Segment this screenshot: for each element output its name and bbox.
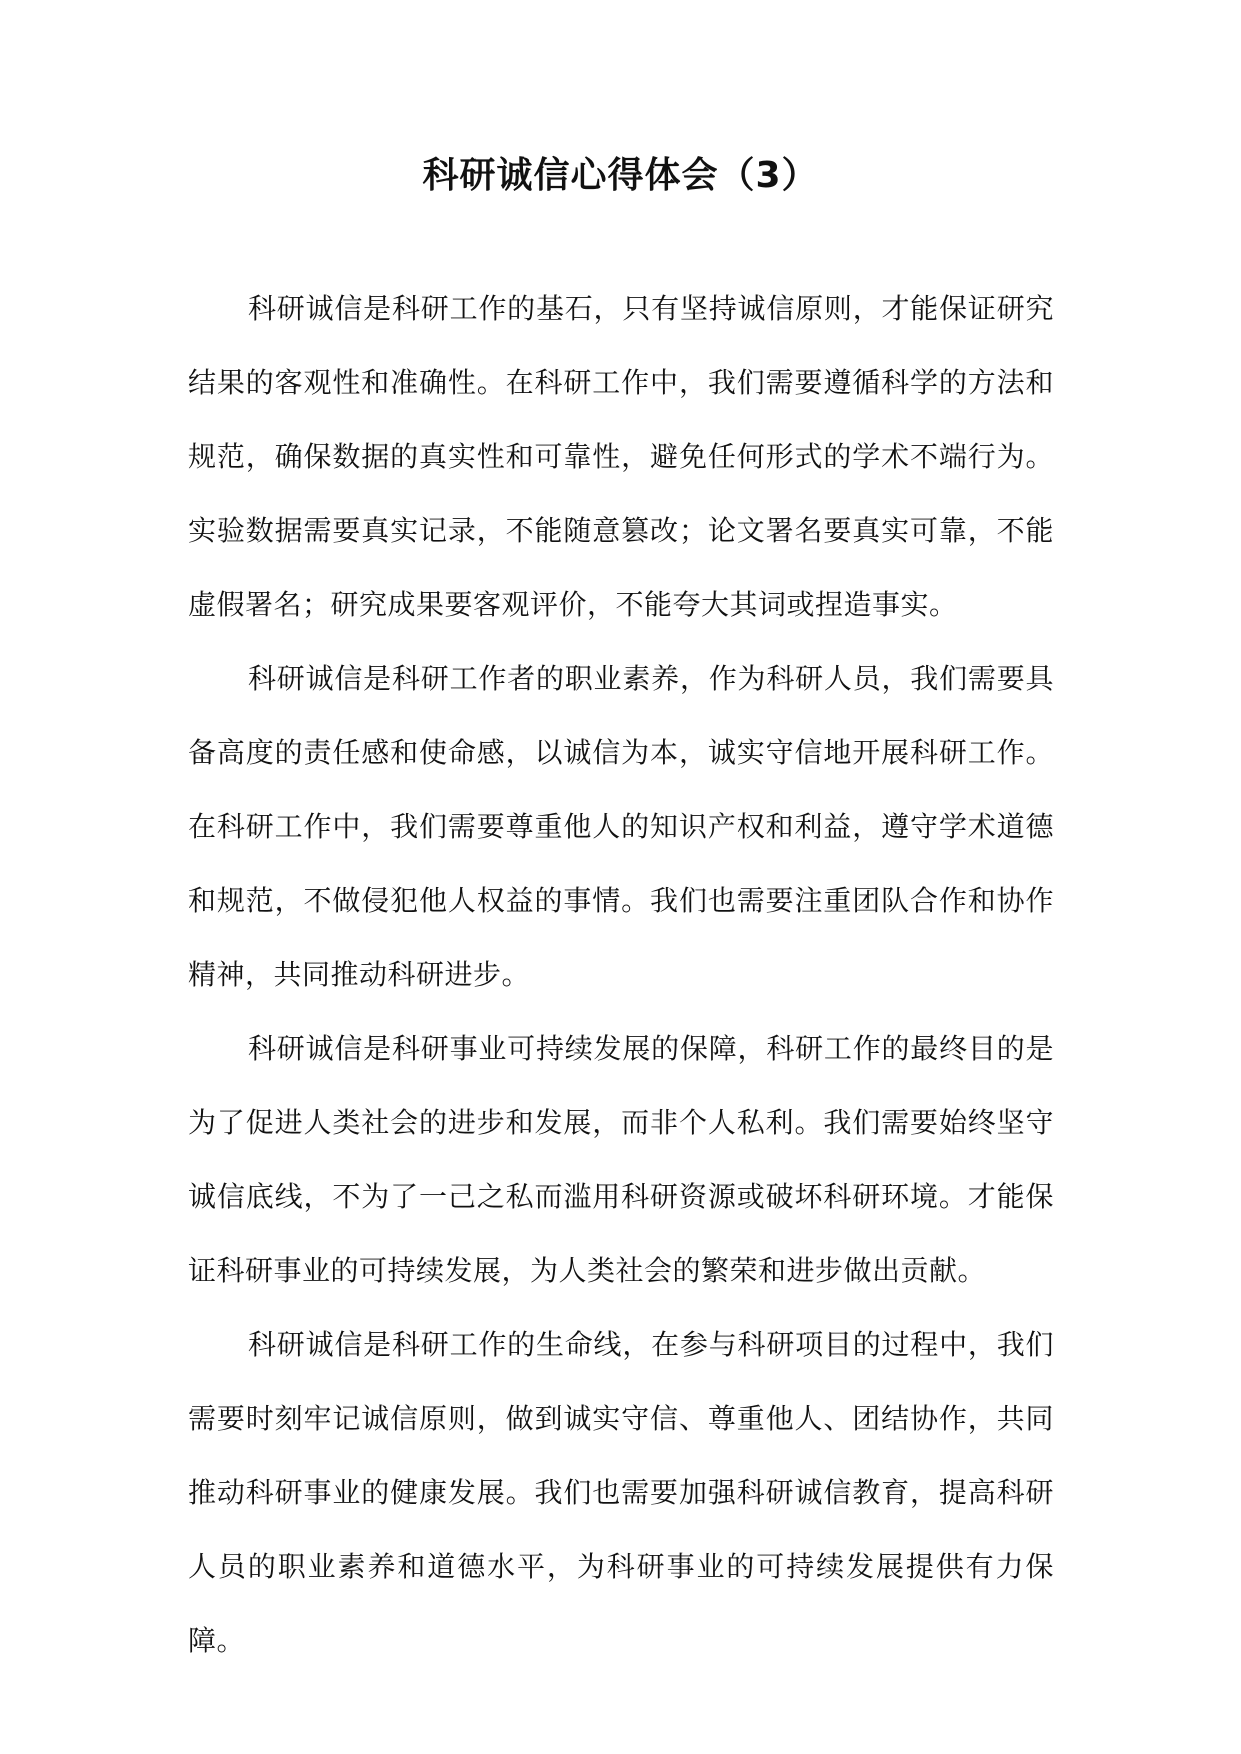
document-title: 科研诚信心得体会（3） bbox=[422, 155, 819, 196]
document-body bbox=[188, 272, 1054, 1678]
paragraph-2: 科研诚信是科研工作者的职业素养，作为科研人员，我们需要具备高度的责任感和使命感，以诚信为本，诚实守信地开展科研工作。在科研工作中，我们需要尊重他人的知识产权和利益，遵守学术道德和规范，不做侵犯他人权益的事情。我们也需要注重团队合作和协作精神，共同推动科研进步。 bbox=[188, 662, 1054, 991]
paragraph-4: 科研诚信是科研工作的生命线，在参与科研项目的过程中，我们需要时刻牢记诚信原则，做到诚实守信、尊重他人、团结协作，共同推动科研事业的健康发展。我们也需要加强科研诚信教育，提高科研人员的职业素养和道德水平，为科研事业的可持续发展提供有力保障。 bbox=[188, 1328, 1054, 1657]
paragraph-3: 科研诚信是科研事业可持续发展的保障，科研工作的最终目的是为了促进人类社会的进步和发展，而非个人私利。我们需要始终坚守诚信底线，不为了一己之私而滥用科研资源或破坏科研环境。才能保证科研事业的可持续发展，为人类社会的繁荣和进步做出贡献。 bbox=[188, 1032, 1054, 1287]
paragraph-1: 科研诚信是科研工作的基石，只有坚持诚信原则，才能保证研究结果的客观性和准确性。在科研工作中，我们需要遵循科学的方法和规范，确保数据的真实性和可靠性，避免任何形式的学术不端行为。实验数据需要真实记录，不能随意篡改；论文署名要真实可靠，不能虚假署名；研究成果要客观评价，不能夸大其词或捏造事实。 bbox=[188, 292, 1054, 621]
